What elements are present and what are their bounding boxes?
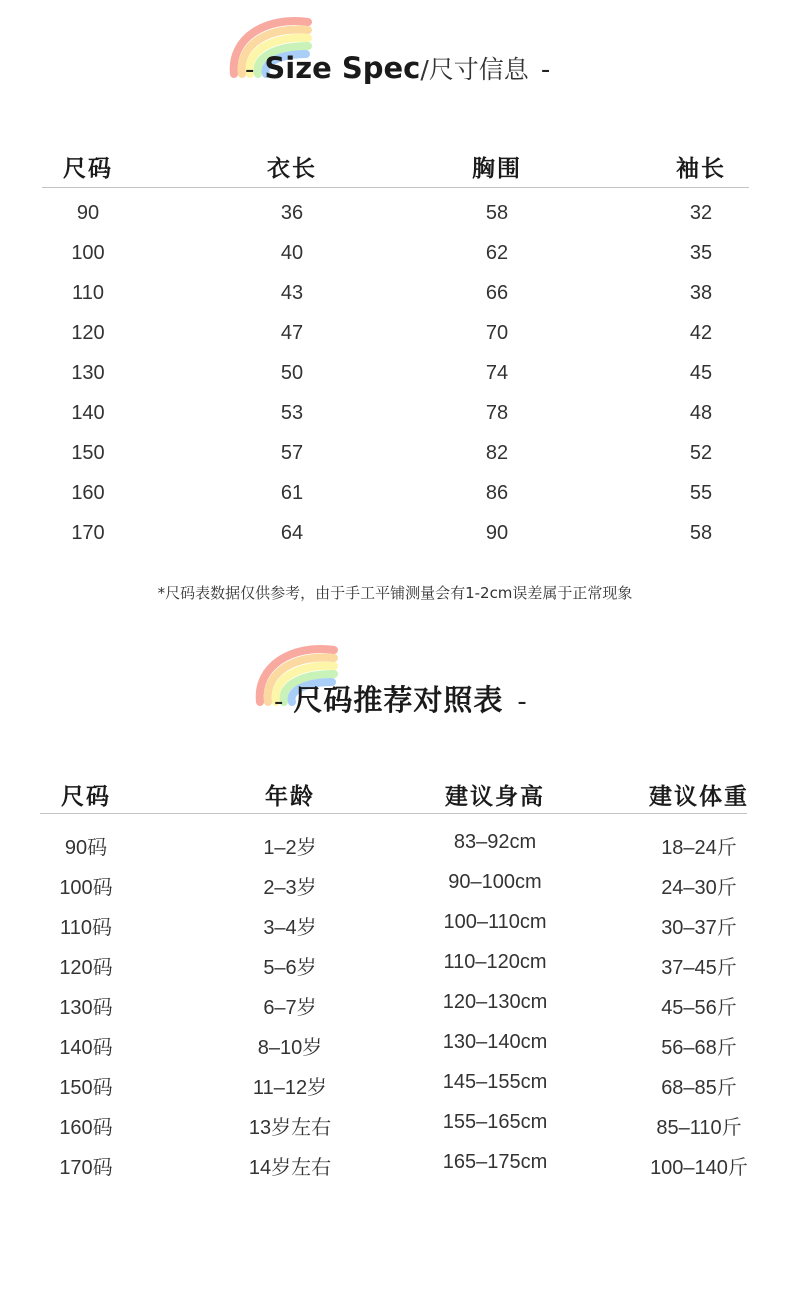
table-cell: 100–140斤 bbox=[650, 1157, 748, 1179]
table-cell: 90–100cm bbox=[448, 871, 542, 893]
table-cell: 32 bbox=[689, 202, 713, 224]
table-cell: 66 bbox=[485, 282, 509, 304]
table-cell: 55 bbox=[689, 482, 713, 504]
table-cell: 3–4岁 bbox=[263, 917, 317, 939]
recommend-heading bbox=[274, 678, 527, 719]
table-cell: 53 bbox=[280, 402, 304, 424]
table-cell: 110码 bbox=[60, 917, 112, 939]
size-spec-title: Size Spec bbox=[264, 51, 421, 85]
table-cell: 130 bbox=[71, 362, 105, 384]
table-cell: 45–56斤 bbox=[661, 997, 737, 1019]
table-cell: 86 bbox=[485, 482, 509, 504]
table-cell: 58 bbox=[485, 202, 509, 224]
measurement-note: *尺码表数据仅供参考，由于手工平铺测量会有1-2cm误差属于正常现象 bbox=[157, 584, 633, 602]
table-cell: 36 bbox=[280, 202, 304, 224]
table-cell: 120–130cm bbox=[442, 991, 548, 1013]
table-cell: 40 bbox=[280, 242, 304, 264]
table-cell: 14岁左右 bbox=[248, 1157, 332, 1179]
table-cell: 100 bbox=[71, 242, 105, 264]
header-chest: 胸围 bbox=[472, 156, 522, 182]
table-cell: 130–140cm bbox=[442, 1031, 548, 1053]
table-cell: 130码 bbox=[59, 997, 113, 1019]
header-size: 尺码 bbox=[63, 156, 113, 182]
table-cell: 170 bbox=[71, 522, 105, 544]
table-cell: 120码 bbox=[59, 957, 113, 979]
table-cell: 5–6岁 bbox=[263, 957, 317, 979]
table-cell: 110–120cm bbox=[443, 951, 547, 973]
table-cell: 90码 bbox=[64, 837, 108, 859]
table-cell: 85–110斤 bbox=[656, 1117, 742, 1139]
table-cell: 56–68斤 bbox=[661, 1037, 737, 1059]
table-cell: 83–92cm bbox=[453, 831, 537, 853]
header-age: 年龄 bbox=[265, 784, 315, 810]
heading-dash-left: - bbox=[245, 55, 255, 85]
table-cell: 1–2岁 bbox=[263, 837, 317, 859]
table-cell: 42 bbox=[689, 322, 713, 344]
table-cell: 90 bbox=[76, 202, 100, 224]
table-cell: 61 bbox=[280, 482, 304, 504]
table-cell: 145–155cm bbox=[442, 1071, 548, 1093]
table-cell: 62 bbox=[485, 242, 509, 264]
table-cell: 35 bbox=[689, 242, 713, 264]
table-cell: 82 bbox=[485, 442, 509, 464]
size-spec-subtitle: /尺寸信息 bbox=[420, 55, 529, 84]
table-cell: 43 bbox=[280, 282, 304, 304]
table-cell: 50 bbox=[280, 362, 304, 384]
table-cell: 155–165cm bbox=[442, 1111, 548, 1133]
table-cell: 110 bbox=[72, 282, 104, 304]
table-cell: 58 bbox=[689, 522, 713, 544]
heading-dash-left: - bbox=[274, 687, 284, 717]
table-cell: 165–175cm bbox=[442, 1151, 548, 1173]
table-cell: 8–10岁 bbox=[257, 1037, 323, 1059]
table-cell: 140码 bbox=[59, 1037, 113, 1059]
table-cell: 90 bbox=[485, 522, 509, 544]
table-cell: 18–24斤 bbox=[661, 837, 737, 859]
table-cell: 47 bbox=[280, 322, 304, 344]
table-cell: 48 bbox=[689, 402, 713, 424]
header-length: 衣长 bbox=[267, 156, 317, 182]
table-cell: 57 bbox=[280, 442, 304, 464]
table-cell: 160码 bbox=[59, 1117, 113, 1139]
table-cell: 170码 bbox=[59, 1157, 113, 1179]
size-spec-heading bbox=[245, 50, 550, 86]
table-cell: 150 bbox=[71, 442, 105, 464]
heading-dash-right: - bbox=[540, 55, 551, 85]
table-cell: 120 bbox=[71, 322, 105, 344]
table-cell: 11–12岁 bbox=[252, 1077, 328, 1099]
table-cell: 6–7岁 bbox=[263, 997, 317, 1019]
table-cell: 150码 bbox=[59, 1077, 113, 1099]
header-size: 尺码 bbox=[61, 784, 111, 810]
table-cell: 70 bbox=[485, 322, 509, 344]
recommend-title: 尺码推荐对照表 bbox=[293, 683, 504, 717]
table-divider bbox=[42, 187, 749, 188]
header-sleeve: 袖长 bbox=[676, 156, 726, 182]
header-height: 建议身高 bbox=[445, 784, 545, 810]
header-weight: 建议体重 bbox=[649, 784, 749, 810]
table-cell: 24–30斤 bbox=[661, 877, 737, 899]
table-cell: 2–3岁 bbox=[263, 877, 317, 899]
table-cell: 74 bbox=[485, 362, 509, 384]
table-cell: 68–85斤 bbox=[661, 1077, 737, 1099]
table-cell: 30–37斤 bbox=[661, 917, 737, 939]
table-cell: 37–45斤 bbox=[661, 957, 737, 979]
table-cell: 100–110cm bbox=[443, 911, 547, 933]
table-cell: 45 bbox=[689, 362, 713, 384]
table-divider bbox=[40, 813, 747, 814]
table-cell: 78 bbox=[485, 402, 509, 424]
table-cell: 160 bbox=[71, 482, 105, 504]
table-cell: 64 bbox=[280, 522, 304, 544]
table-cell: 13岁左右 bbox=[248, 1117, 332, 1139]
table-cell: 100码 bbox=[59, 877, 113, 899]
table-cell: 140 bbox=[71, 402, 105, 424]
table-cell: 38 bbox=[689, 282, 713, 304]
heading-dash-right: - bbox=[517, 687, 527, 717]
table-cell: 52 bbox=[689, 442, 713, 464]
